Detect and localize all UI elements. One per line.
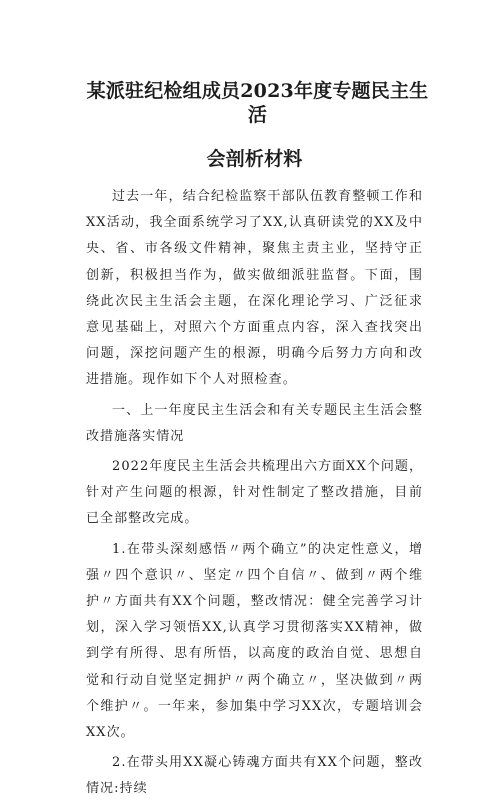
- document-title-line-2: 会剖析材料: [206, 148, 303, 170]
- item-2-paragraph: 2.在带头用XX凝心铸魂方面共有XX个问题，整改情况:持续: [86, 755, 423, 797]
- document-title-line-1: 某派驻纪检组成员2023年度专题民主生活: [86, 80, 429, 126]
- section-heading-1: 一、上一年度民主生活会和有关专题民主生活会整改措施落实情况: [86, 402, 423, 444]
- summary-paragraph: 2022年度民主生活会共梳理出六方面XX个问题，针对产生问题的根源，针对性制定了整改措施，目前已全部整改完成。: [86, 459, 423, 527]
- intro-paragraph: 过去一年，结合纪检监察干部队伍教育整顿工作和XX活动，我全面系统学习了XX,认真研读党的XX及中央、省、市各级文件精神，聚焦主责主业，坚持守正创新，积极担当作为，做实做细派驻监督。下面，围绕此次民主生活会主题，在深化理论学习、广泛征求意见基础上，对照六个方面重点内容，深入查找突出问题，深挖问题产生的根源，明确今后努力方向和改进措施。现作如下个人对照检查。: [86, 189, 423, 388]
- item-1-paragraph: 1.在带头深刻感悟〃两个确立”的决定性意义，增强〃四个意识〃、坚定〃四个自信〃、做到〃两个维护〃方面共有XX个问题，整改情况：健全完善学习计划，深入学习领悟XX,认真学习贯彻落实XX精神，做到学有所得、思有所悟，以高度的政治自觉、思想自觉和行动自觉坚定拥护〃两个确立〃，坚决做到〃两个维护〃。一年来，参加集中学习XX次，专题培训会XX次。: [86, 541, 423, 741]
